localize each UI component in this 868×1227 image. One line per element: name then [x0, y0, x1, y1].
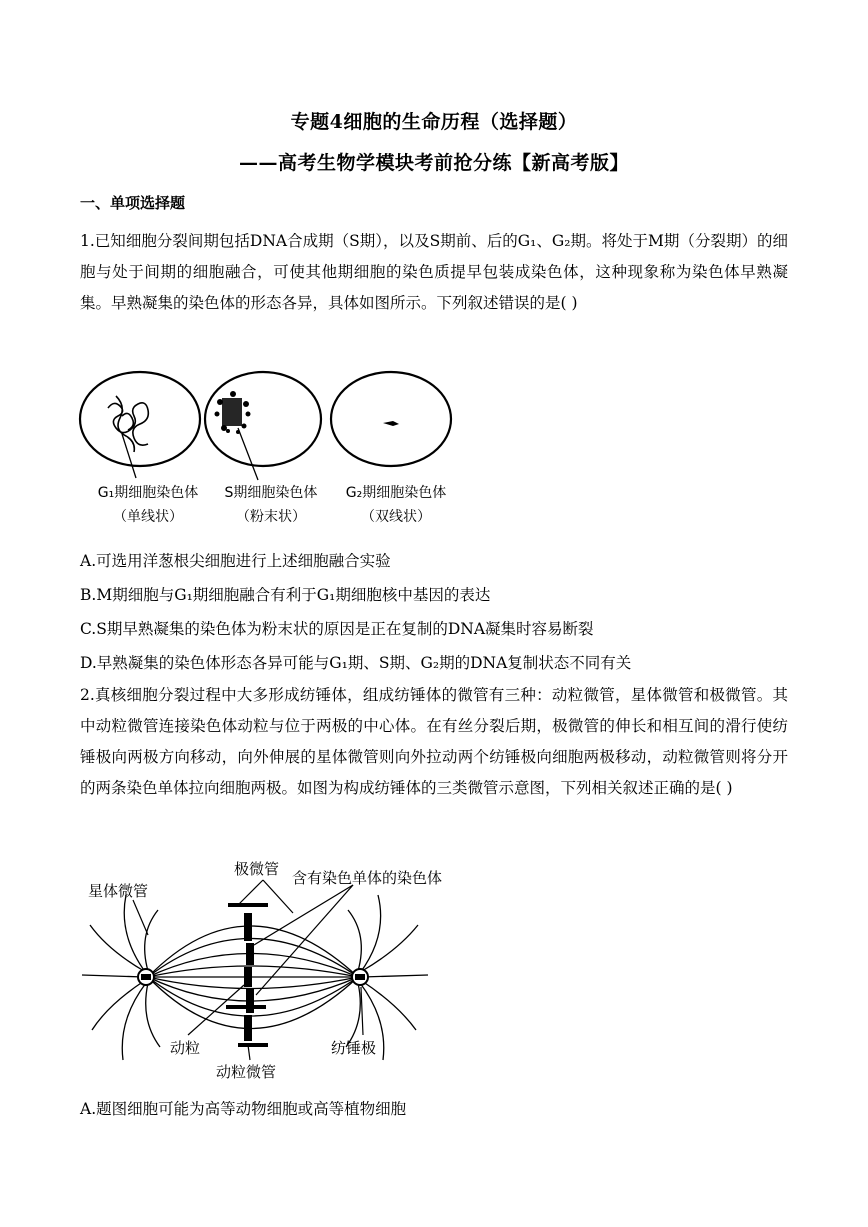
page-subtitle: ——高考生物学模块考前抢分练【新高考版】 — [238, 152, 629, 174]
g2-cell-outline — [331, 372, 451, 466]
s-label: S期细胞染色体 — [224, 485, 318, 501]
q2-figure — [78, 855, 478, 1087]
g2-chromosome-mark — [383, 421, 399, 426]
q1-option-a: A.可选用洋葱根尖细胞进行上述细胞融合实验 — [80, 552, 391, 570]
s-sublabel: （粉末状） — [236, 509, 306, 525]
s-chromosome-mark — [215, 391, 251, 434]
label-kinetochore-mt: 动粒微管 — [216, 1063, 277, 1081]
g1-label: G₁期细胞染色体 — [97, 485, 199, 501]
label-spindle-pole: 纺锤极 — [331, 1039, 377, 1057]
q1-option-b: B.M期细胞与G₁期细胞融合有利于G₁期细胞核中基因的表达 — [80, 586, 491, 604]
question-1-stem: 1.已知细胞分裂间期包括DNA合成期（S期），以及S期前、后的G₁、G₂期。将处于M期（分裂期）的细胞与处于间期的细胞融合，可使其他期细胞的染色质提早包装成染色体，这种现象称为染色体早熟凝集。早熟凝集的染色体的形态各异，具体如图所示。下列叙述错误的是( ) — [80, 232, 788, 312]
q1-option-d: D.早熟凝集的染色体形态各异可能与G₁期、S期、G₂期的DNA复制状态不同有关 — [80, 654, 632, 672]
question-2-stem: 2.真核细胞分裂过程中大多形成纺锤体，组成纺锤体的微管有三种：动粒微管，星体微管和极微管。其中动粒微管连接染色体动粒与位于两极的中心体。在有丝分裂后期，极微管的伸长和相互间的滑行使纺锤极向两极方向移动，向外伸展的星体微管则向外拉动两个纺锤极向细胞两极移动，动粒微管则将分开的两条染色单体拉向细胞两极。如图为构成纺锤体的三类微管示意图，下列相关叙述正确的是( ) — [80, 686, 788, 797]
label-astral-mt: 星体微管 — [88, 882, 149, 900]
spindle-microtubules — [82, 895, 428, 1060]
q1-figure — [78, 368, 458, 533]
g1-cell-outline — [80, 372, 200, 466]
left-centriole — [141, 974, 151, 980]
g2-sublabel: （双线状） — [361, 509, 431, 525]
q1-option-c: C.S期早熟凝集的染色体为粉末状的原因是正在复制的DNA凝集时容易断裂 — [80, 620, 594, 638]
label-kinetochore: 动粒 — [170, 1039, 201, 1057]
g2-label: G₂期细胞染色体 — [345, 485, 447, 501]
q2-option-a: A.题图细胞可能为高等动物细胞或高等植物细胞 — [80, 1100, 407, 1118]
page-title: 专题4细胞的生命历程（选择题） — [290, 111, 578, 133]
s-pointer-line — [238, 428, 258, 480]
g1-pointer-line — [122, 434, 136, 478]
right-centriole — [355, 974, 365, 980]
g1-chromosome-mark — [108, 396, 148, 452]
label-polar-mt: 极微管 — [234, 860, 280, 878]
section-heading: 一、单项选择题 — [80, 194, 186, 212]
metaphase-chromosomes — [226, 903, 268, 1047]
g1-sublabel: （单线状） — [113, 509, 183, 525]
label-chromosome: 含有染色单体的染色体 — [292, 869, 443, 887]
